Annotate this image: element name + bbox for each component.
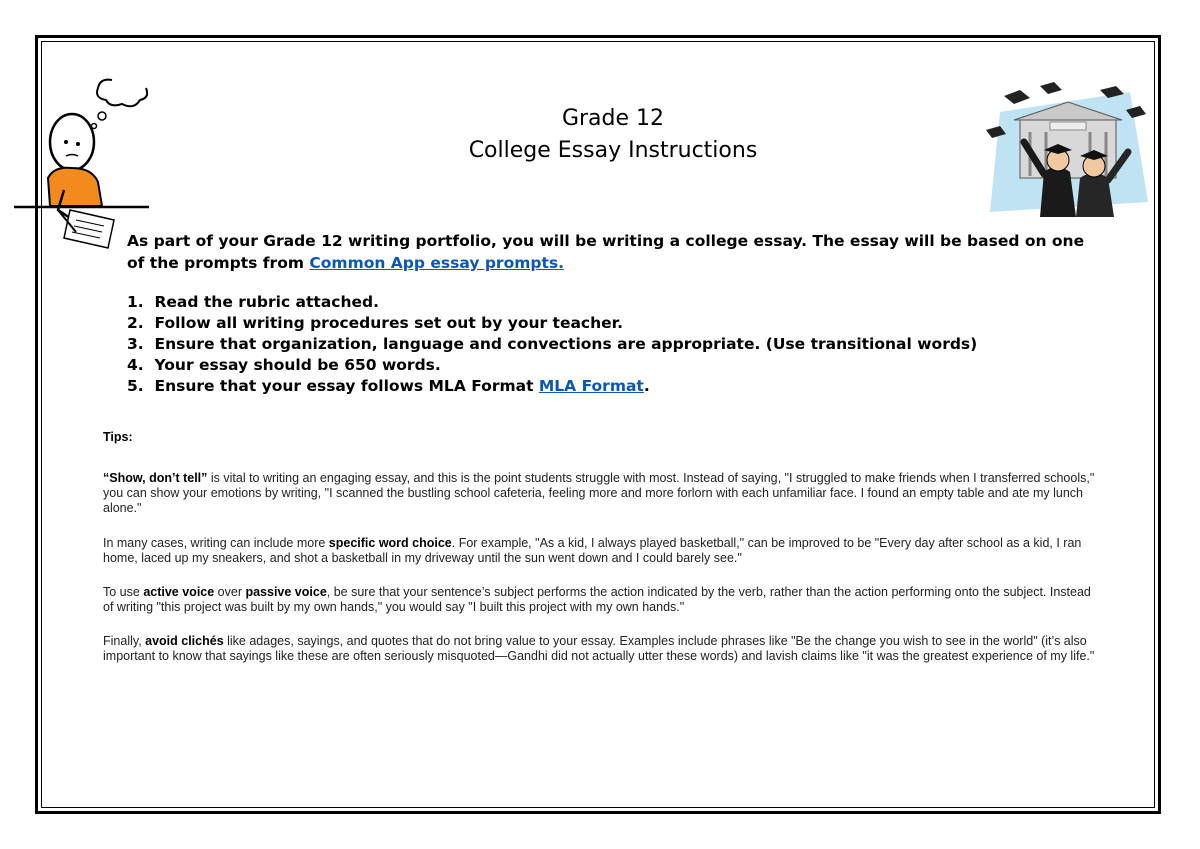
tip-keyword: specific word choice bbox=[328, 536, 452, 550]
tip-text: , be sure that your sentence’s subject performs the action indicated by the verb, rather than the action performing onto the subject. Instead of writing "this project was built by my own hands," you would say "I built this project with my own hands." bbox=[103, 585, 1091, 614]
step-text: Follow all writing procedures set out by your teacher. bbox=[154, 314, 623, 332]
step-item bbox=[127, 376, 977, 397]
tip-word-choice bbox=[103, 536, 1097, 566]
tip-show-dont-tell bbox=[103, 471, 1097, 516]
page-title-main: College Essay Instructions bbox=[468, 138, 758, 163]
common-app-prompts-link[interactable]: Common App essay prompts. bbox=[309, 254, 564, 272]
intro-text: As part of your Grade 12 writing portfolio, you will be writing a college essay. The essay will be based on one of the prompts from bbox=[127, 232, 1085, 272]
tip-keyword: “Show, don’t tell” bbox=[103, 471, 208, 485]
tip-text: To use bbox=[103, 585, 144, 599]
step-number: 1. bbox=[127, 293, 144, 311]
tip-text: . For example, "As a kid, I always played basketball," can be improved to be "Every day after school as a kid, I ran home, laced up my sneakers, and shot a basketball in my driveway until the sun went down and I could barely see." bbox=[103, 536, 1082, 565]
step-text: Ensure that your essay follows MLA Format bbox=[154, 377, 539, 395]
mla-format-link[interactable]: MLA Format bbox=[538, 377, 644, 395]
step-suffix: . bbox=[643, 377, 650, 395]
tip-active-voice bbox=[103, 585, 1097, 615]
graduates-celebrating-icon bbox=[980, 82, 1150, 217]
step-item bbox=[127, 292, 977, 313]
tip-avoid-cliches bbox=[103, 634, 1097, 664]
tip-text: like adages, sayings, and quotes that do not bring value to your essay. Examples include phrases like "Be the change you wish to see in the world" (it’s also important to know that sayings like these are often seriously misquoted—Gandhi did not actually utter these words) and lavish claims like "it was the greatest experience of my life." bbox=[103, 634, 1095, 663]
step-item bbox=[127, 355, 977, 376]
tips-heading: Tips: bbox=[103, 430, 133, 444]
tip-keyword: avoid clichés bbox=[145, 634, 224, 648]
step-number: 2. bbox=[127, 314, 144, 332]
step-item bbox=[127, 334, 977, 355]
step-number: 3. bbox=[127, 335, 144, 353]
step-text: Read the rubric attached. bbox=[154, 293, 380, 311]
page-title-grade: Grade 12 bbox=[561, 106, 665, 131]
thinking-student-icon bbox=[14, 70, 164, 250]
tip-text: is vital to writing an engaging essay, and this is the point students struggle with most. Instead of saying, "I struggled to make friends when I transferred schools," you can show your emotions by writing, "I scanned the bustling school cafeteria, feeling more and more forlorn with each unfamiliar face. I found an empty table and ate my lunch alone." bbox=[103, 471, 1095, 515]
tip-keyword: active voice bbox=[143, 585, 215, 599]
step-text: Ensure that organization, language and convections are appropriate. (Use transitional words) bbox=[154, 335, 978, 353]
step-number: 4. bbox=[127, 356, 144, 374]
tip-text: Finally, bbox=[103, 634, 146, 648]
tip-text: In many cases, writing can include more bbox=[103, 536, 329, 550]
tip-text: over bbox=[214, 585, 246, 599]
instruction-steps bbox=[127, 292, 977, 397]
step-text: Your essay should be 650 words. bbox=[154, 356, 441, 374]
step-number: 5. bbox=[127, 377, 144, 395]
tip-keyword: passive voice bbox=[245, 585, 327, 599]
step-item bbox=[127, 313, 977, 334]
intro-paragraph bbox=[127, 230, 1087, 274]
